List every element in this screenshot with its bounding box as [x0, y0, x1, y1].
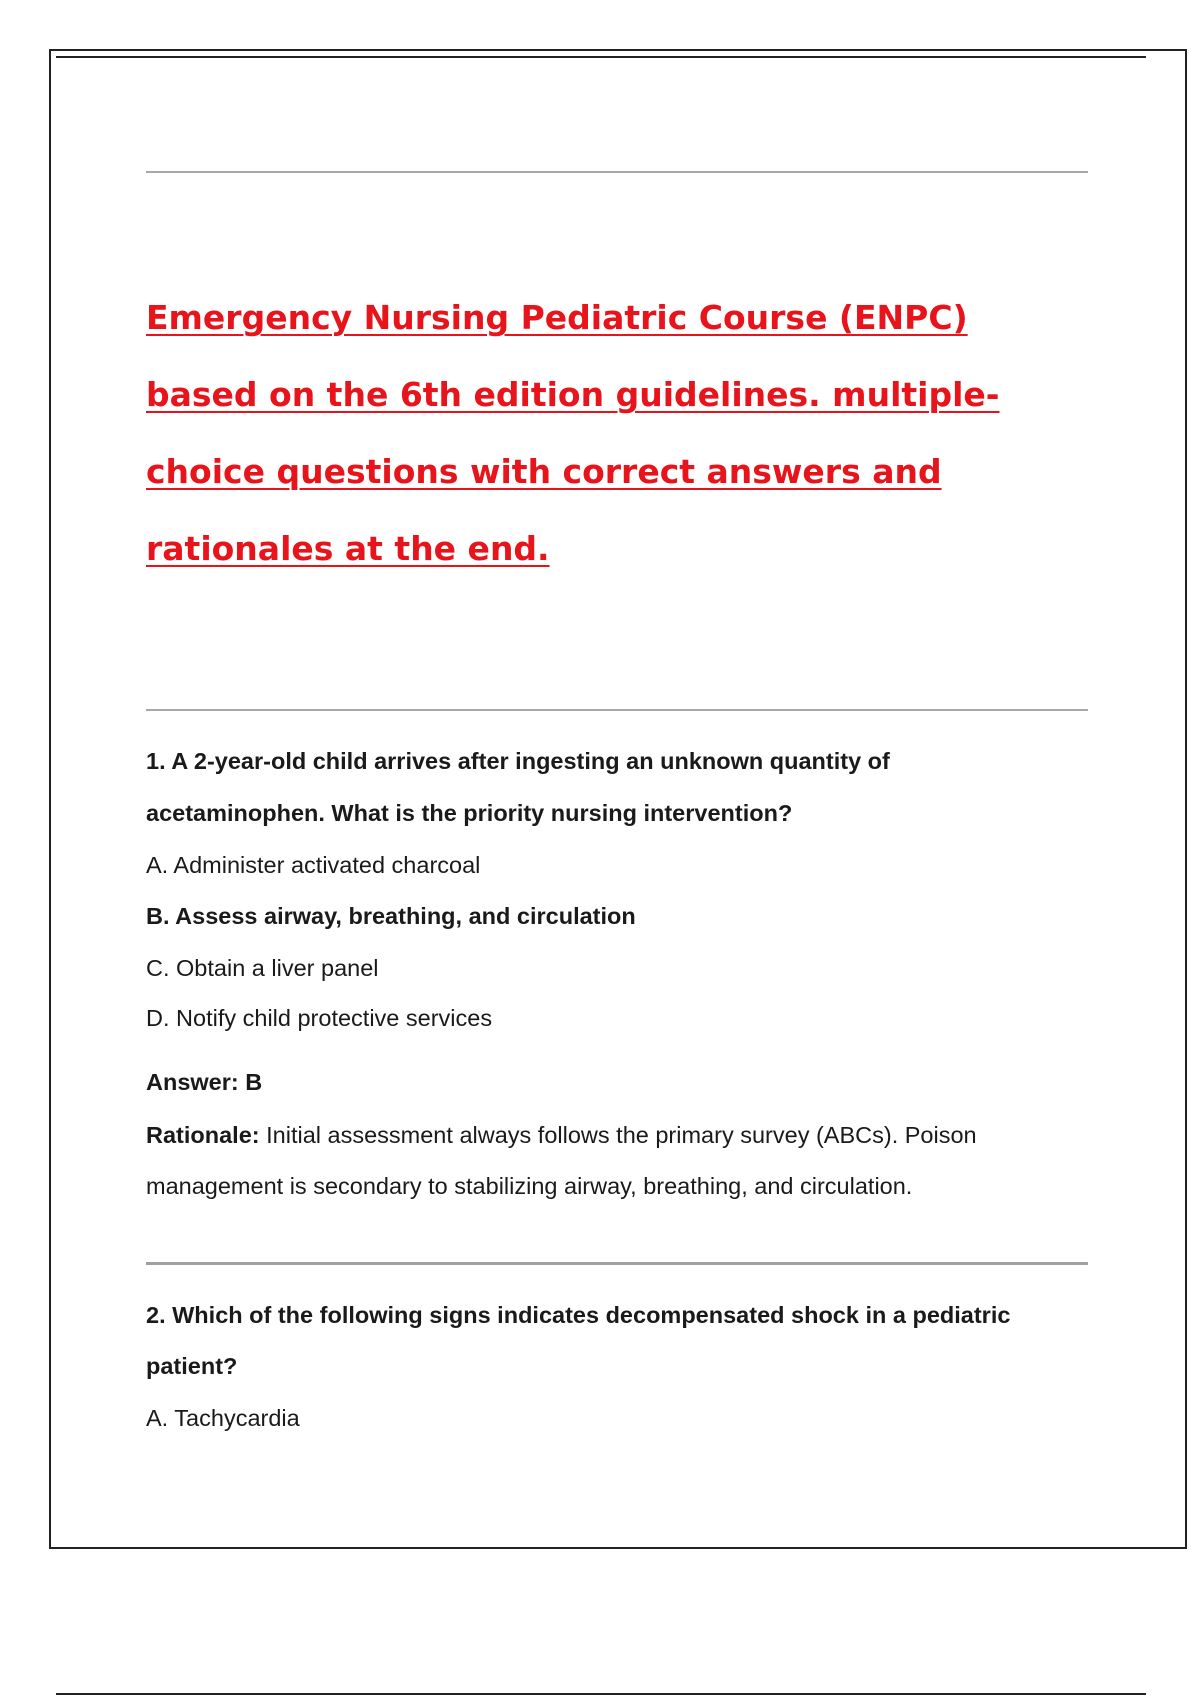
title-line: rationales at the end.	[146, 529, 550, 568]
bottom-rule	[56, 1693, 1146, 1695]
rationale-label: Rationale:	[146, 1122, 260, 1148]
title-line: Emergency Nursing Pediatric Course (ENPC)	[146, 298, 968, 337]
title-line: based on the 6th edition guidelines. multiple-	[146, 375, 1000, 414]
divider	[146, 709, 1088, 711]
question-stem: 1. A 2-year-old child arrives after ingesting an unknown quantity of	[146, 748, 890, 774]
question-stem: 2. Which of the following signs indicates decompensated shock in a pediatric	[146, 1302, 1011, 1328]
rationale-text: Initial assessment always follows the primary survey (ABCs). Poison	[259, 1122, 977, 1148]
title-line: choice questions with correct answers and	[146, 452, 942, 491]
answer-key: Answer: B	[146, 1069, 263, 1095]
top-rule	[56, 56, 1146, 58]
divider	[146, 1262, 1088, 1265]
rationale	[146, 1122, 977, 1149]
question-stem: patient?	[146, 1353, 238, 1379]
option-a: A. Administer activated charcoal	[146, 852, 481, 878]
question-stem: acetaminophen. What is the priority nursing intervention?	[146, 800, 793, 826]
divider	[146, 171, 1088, 173]
option-b-correct: B. Assess airway, breathing, and circulation	[146, 903, 636, 929]
option-a: A. Tachycardia	[146, 1405, 300, 1431]
option-c: C. Obtain a liver panel	[146, 955, 379, 981]
document-title	[146, 298, 1106, 606]
option-d: D. Notify child protective services	[146, 1005, 493, 1031]
rationale-text: management is secondary to stabilizing airway, breathing, and circulation.	[146, 1173, 913, 1199]
